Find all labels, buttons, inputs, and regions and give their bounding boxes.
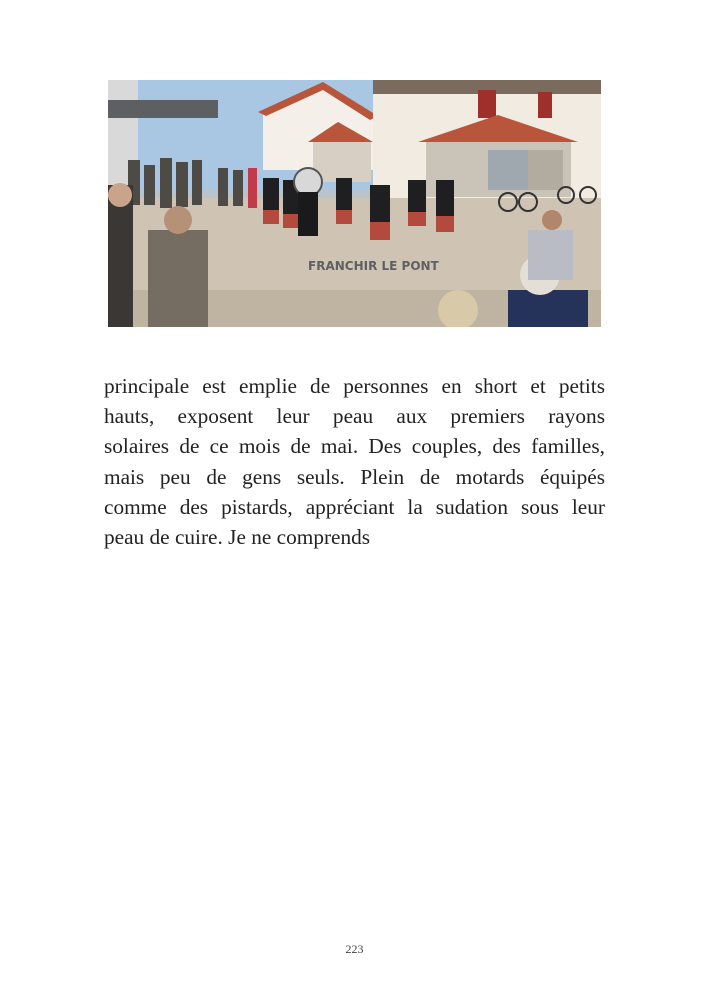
page-number: 223 bbox=[345, 942, 364, 956]
paragraph-line-1: principale est emplie de personnes en short et petits bbox=[104, 374, 605, 398]
photo-watermark: FRANCHIR LE PONT bbox=[308, 259, 439, 273]
paragraph-line-6: peau de cuire. Je ne comprends bbox=[104, 525, 371, 550]
paragraph-line-4: mais peu de gens seuls. Plein de motards équipés bbox=[104, 464, 605, 489]
body-paragraph bbox=[104, 371, 605, 552]
paragraph-line-2: hauts, exposent leur peau aux premiers rayons bbox=[104, 404, 605, 429]
photo-image bbox=[108, 80, 601, 327]
paragraph-line-5: comme des pistards, appréciant la sudation sous leur bbox=[104, 494, 605, 519]
photo-pipe-band bbox=[108, 80, 601, 327]
paragraph-line-3: solaires de ce mois de mai. Des couples, des familles, bbox=[104, 434, 605, 459]
